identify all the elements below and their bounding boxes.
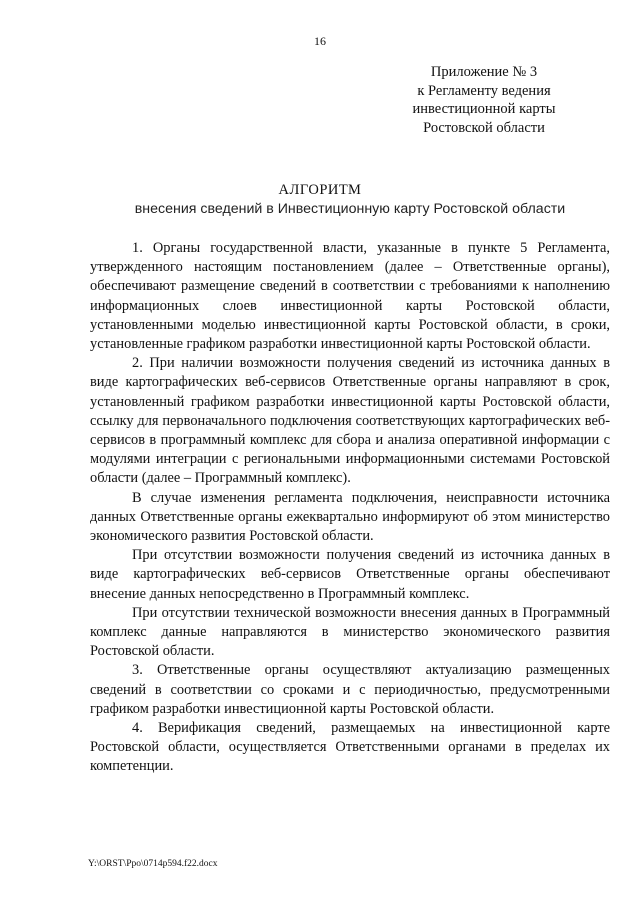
appendix-line: Ростовской области xyxy=(423,119,545,136)
appendix-line: Приложение № 3 xyxy=(430,64,538,80)
appendix-line: к Регламенту ведения xyxy=(417,82,551,99)
paragraph-5: При отсутствии технической возможности внесения данных в Программный комплекс данные направляются в министерство экономического развития Ростовской области. xyxy=(90,604,610,660)
paragraph-2: 2. При наличии возможности получения сведений из источника данных в виде картографических веб-сервисов Ответственные органы направляют в срок, установленный графиком разработки инвестиционной карты Ростовской области, ссылку для первоначального подключения соответствующих картографических веб-сервисов в программный комплекс для сбора и анализа оперативной информации с модулями интеграции с региональными информационными системами Ростовской области (далее – Программный комплекс). xyxy=(90,355,610,487)
appendix-line: инвестиционной карты xyxy=(412,101,556,117)
appendix-reference xyxy=(384,63,584,137)
page-number: 16 xyxy=(314,34,326,48)
paragraph-3: В случае изменения регламента подключения, неисправности источника данных Ответственные органы ежеквартально информируют об этом министерство экономического развития Ростовской области. xyxy=(90,489,610,545)
document-subtitle: внесения сведений в Инвестиционную карту Ростовской области xyxy=(134,201,566,217)
document-title: АЛГОРИТМ xyxy=(278,182,362,198)
paragraph-4: При отсутствии возможности получения сведений из источника данных в виде картографических веб-сервисов Ответственные органы обеспечивают внесение данных непосредственно в Программный комплекс. xyxy=(90,547,610,602)
paragraph-1: 1. Органы государственной власти, указанные в пункте 5 Регламента, утвержденного настоящим постановлением (далее – Ответственные органы), обеспечивают размещение сведений в соответствии с требованиями к наполнению информационных слоев инвестиционной карты Ростовской области, установленными моделью инвестиционной карты Ростовской области, в сроки, установленные графиком разработки инвестиционной карты Ростовской области. xyxy=(90,240,610,353)
file-path-footer: Y:\ORST\Ppo\0714p594.f22.docx xyxy=(88,859,218,869)
paragraph-6: 3. Ответственные органы осуществляют актуализацию размещенных сведений в соответствии со сроками и с периодичностью, предусмотренными графиком разработки инвестиционной карты Ростовской области. xyxy=(90,662,610,717)
paragraph-7: 4. Верификация сведений, размещаемых на инвестиционной карте Ростовской области, осуществляется Ответственными органами в пределах их компетенции. xyxy=(90,720,610,775)
document-body xyxy=(90,239,610,777)
